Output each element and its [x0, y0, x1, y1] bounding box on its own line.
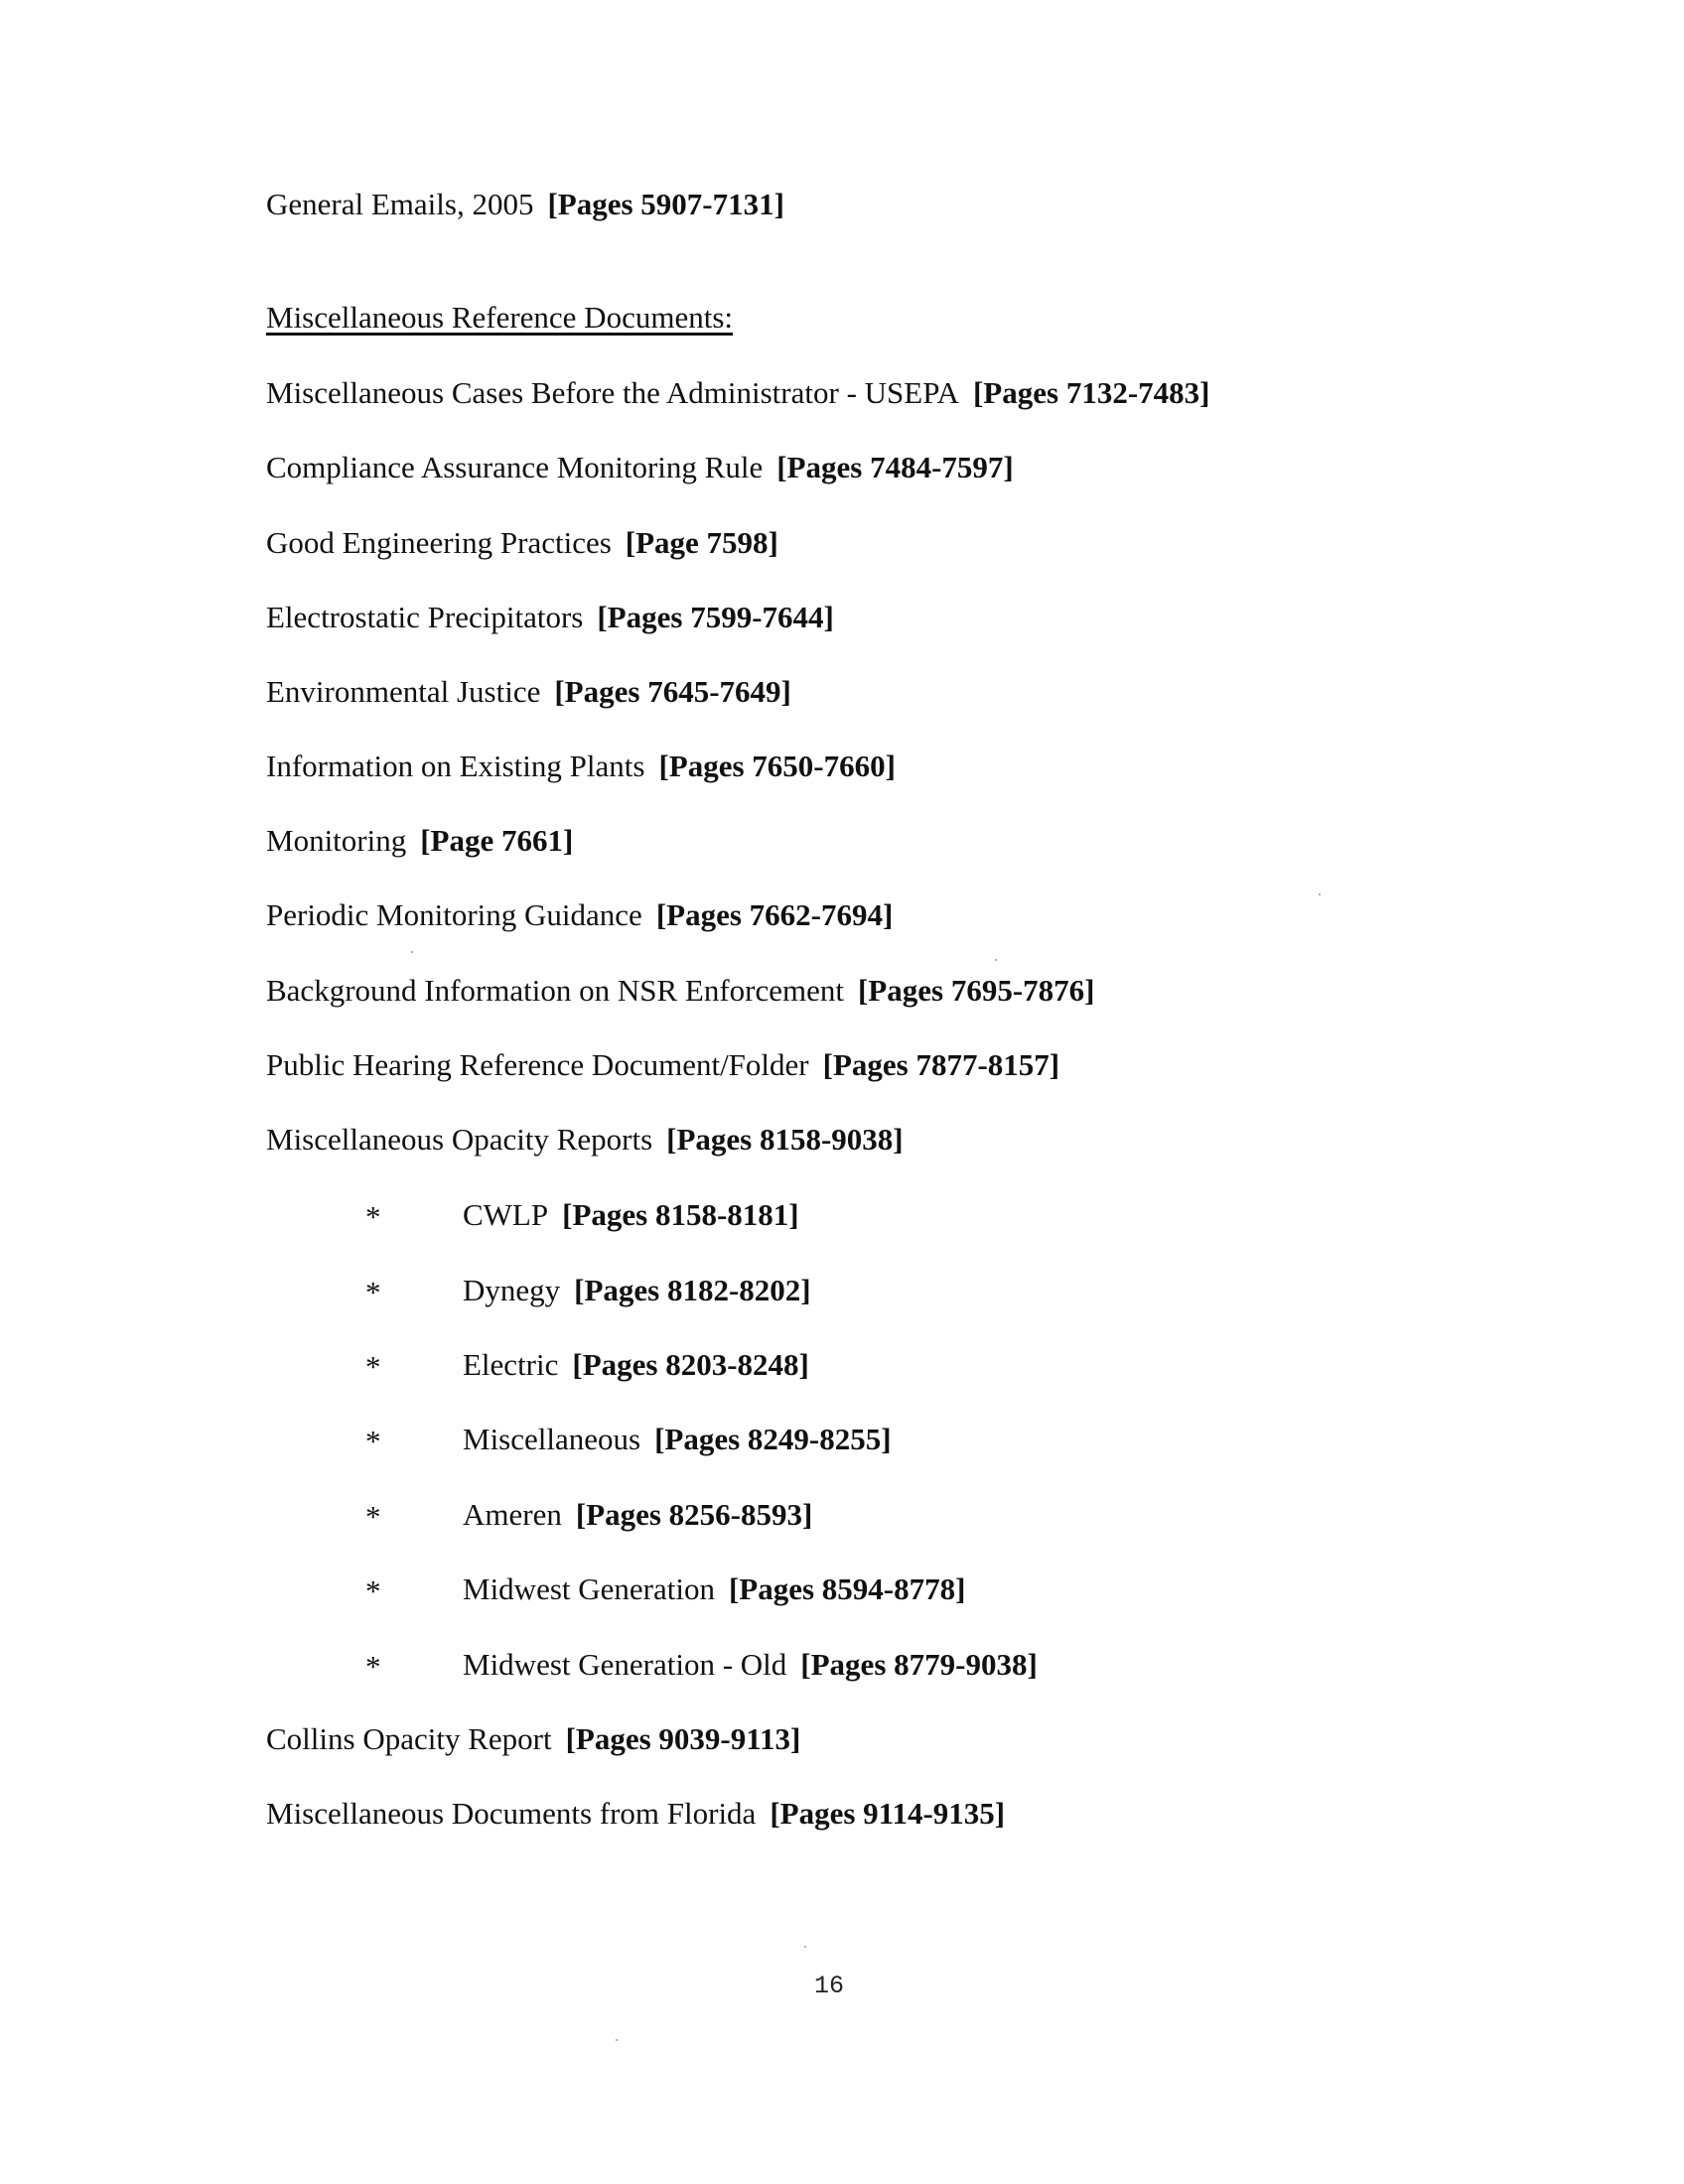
entry-page-range: [Pages 9039-9113] [565, 1721, 801, 1756]
page-number: 16 [814, 1972, 845, 2000]
entry-label: Monitoring [266, 823, 407, 858]
entry-page-range: [Pages 8182-8202] [574, 1273, 811, 1307]
sub-list-item [463, 1420, 892, 1459]
entry-page-range: [Pages 8594-8778] [728, 1571, 966, 1606]
bullet-marker: * [365, 1424, 381, 1458]
list-item [266, 747, 896, 786]
bullet-marker: * [365, 1573, 381, 1608]
entry-label: Compliance Assurance Monitoring Rule [266, 450, 764, 484]
entry-page-range: [Pages 7695-7876] [857, 973, 1095, 1008]
entry-page-range: [Pages 8203-8248] [572, 1347, 809, 1382]
entry-page-range: [Pages 7599-7644] [597, 600, 834, 634]
sub-list-item [463, 1645, 1038, 1685]
list-item [266, 672, 791, 712]
entry-label: Miscellaneous Cases Before the Administrator - USEPA [266, 375, 959, 410]
list-item [266, 373, 1209, 413]
entry-label: Midwest Generation [463, 1571, 715, 1606]
list-item [266, 523, 778, 563]
list-item [266, 971, 1094, 1011]
entry-label: Information on Existing Plants [266, 749, 645, 783]
entry-page-range: [Pages 9114-9135] [770, 1796, 1006, 1831]
list-item [266, 1045, 1059, 1085]
entry-label: CWLP [463, 1197, 549, 1232]
entry-label: Public Hearing Reference Document/Folder [266, 1047, 809, 1082]
entry-page-range: [Pages 7132-7483] [972, 375, 1210, 410]
scan-speck [411, 951, 413, 953]
entry-label: Miscellaneous Opacity Reports [266, 1122, 653, 1157]
scan-speck [616, 2039, 618, 2041]
entry-label: Miscellaneous [463, 1422, 641, 1456]
section-heading: Miscellaneous Reference Documents: [266, 300, 733, 335]
entry-label: Dynegy [463, 1273, 561, 1307]
entry-page-range: [Pages 7645-7649] [554, 674, 791, 709]
sub-list-item [463, 1195, 799, 1235]
entry-page-range: [Pages 8256-8593] [575, 1497, 813, 1532]
general-emails-entry [266, 185, 784, 224]
entry-page-range: [Pages 7662-7694] [655, 897, 894, 932]
scan-speck [1319, 893, 1321, 895]
entry-page-range: [Pages 7484-7597] [776, 450, 1014, 484]
list-item [266, 1719, 800, 1759]
entry-page-range: [Pages 8158-8181] [562, 1197, 799, 1232]
list-item [266, 1794, 1005, 1834]
entry-page-range: [Pages 8779-9038] [800, 1647, 1038, 1682]
sub-list-item [463, 1570, 965, 1609]
sub-list-item [463, 1495, 812, 1535]
list-item [266, 821, 573, 861]
entry-label: Collins Opacity Report [266, 1721, 552, 1756]
entry-page-range: [Pages 8249-8255] [654, 1422, 892, 1456]
entry-page-range: [Pages 5907-7131] [547, 187, 784, 221]
sub-list-item [463, 1345, 809, 1385]
bullet-marker: * [365, 1499, 381, 1534]
list-item [266, 1120, 904, 1160]
entry-page-range: [Page 7598] [625, 525, 778, 560]
bullet-marker: * [365, 1649, 381, 1684]
bullet-marker: * [365, 1199, 381, 1234]
list-item [266, 598, 834, 637]
entry-label: Miscellaneous Documents from Florida [266, 1796, 757, 1831]
scan-speck [804, 1946, 806, 1948]
sub-list-item [463, 1271, 811, 1310]
bullet-marker: * [365, 1275, 381, 1309]
entry-label: Ameren [463, 1497, 562, 1532]
entry-label: Good Engineering Practices [266, 525, 612, 560]
entry-label: Electric [463, 1347, 559, 1382]
entry-label: Midwest Generation - Old [463, 1647, 787, 1682]
bullet-marker: * [365, 1349, 381, 1384]
entry-page-range: [Page 7661] [420, 823, 574, 858]
list-item [266, 895, 893, 935]
entry-page-range: [Pages 7877-8157] [822, 1047, 1060, 1082]
entry-label: Background Information on NSR Enforcement [266, 973, 844, 1008]
list-item [266, 448, 1014, 487]
entry-label: Periodic Monitoring Guidance [266, 897, 642, 932]
entry-label: Electrostatic Precipitators [266, 600, 584, 634]
entry-label: Environmental Justice [266, 674, 541, 709]
scan-speck [995, 959, 997, 961]
entry-label: General Emails, 2005 [266, 187, 534, 221]
entry-page-range: [Pages 8158-9038] [666, 1122, 904, 1157]
entry-page-range: [Pages 7650-7660] [658, 749, 896, 783]
